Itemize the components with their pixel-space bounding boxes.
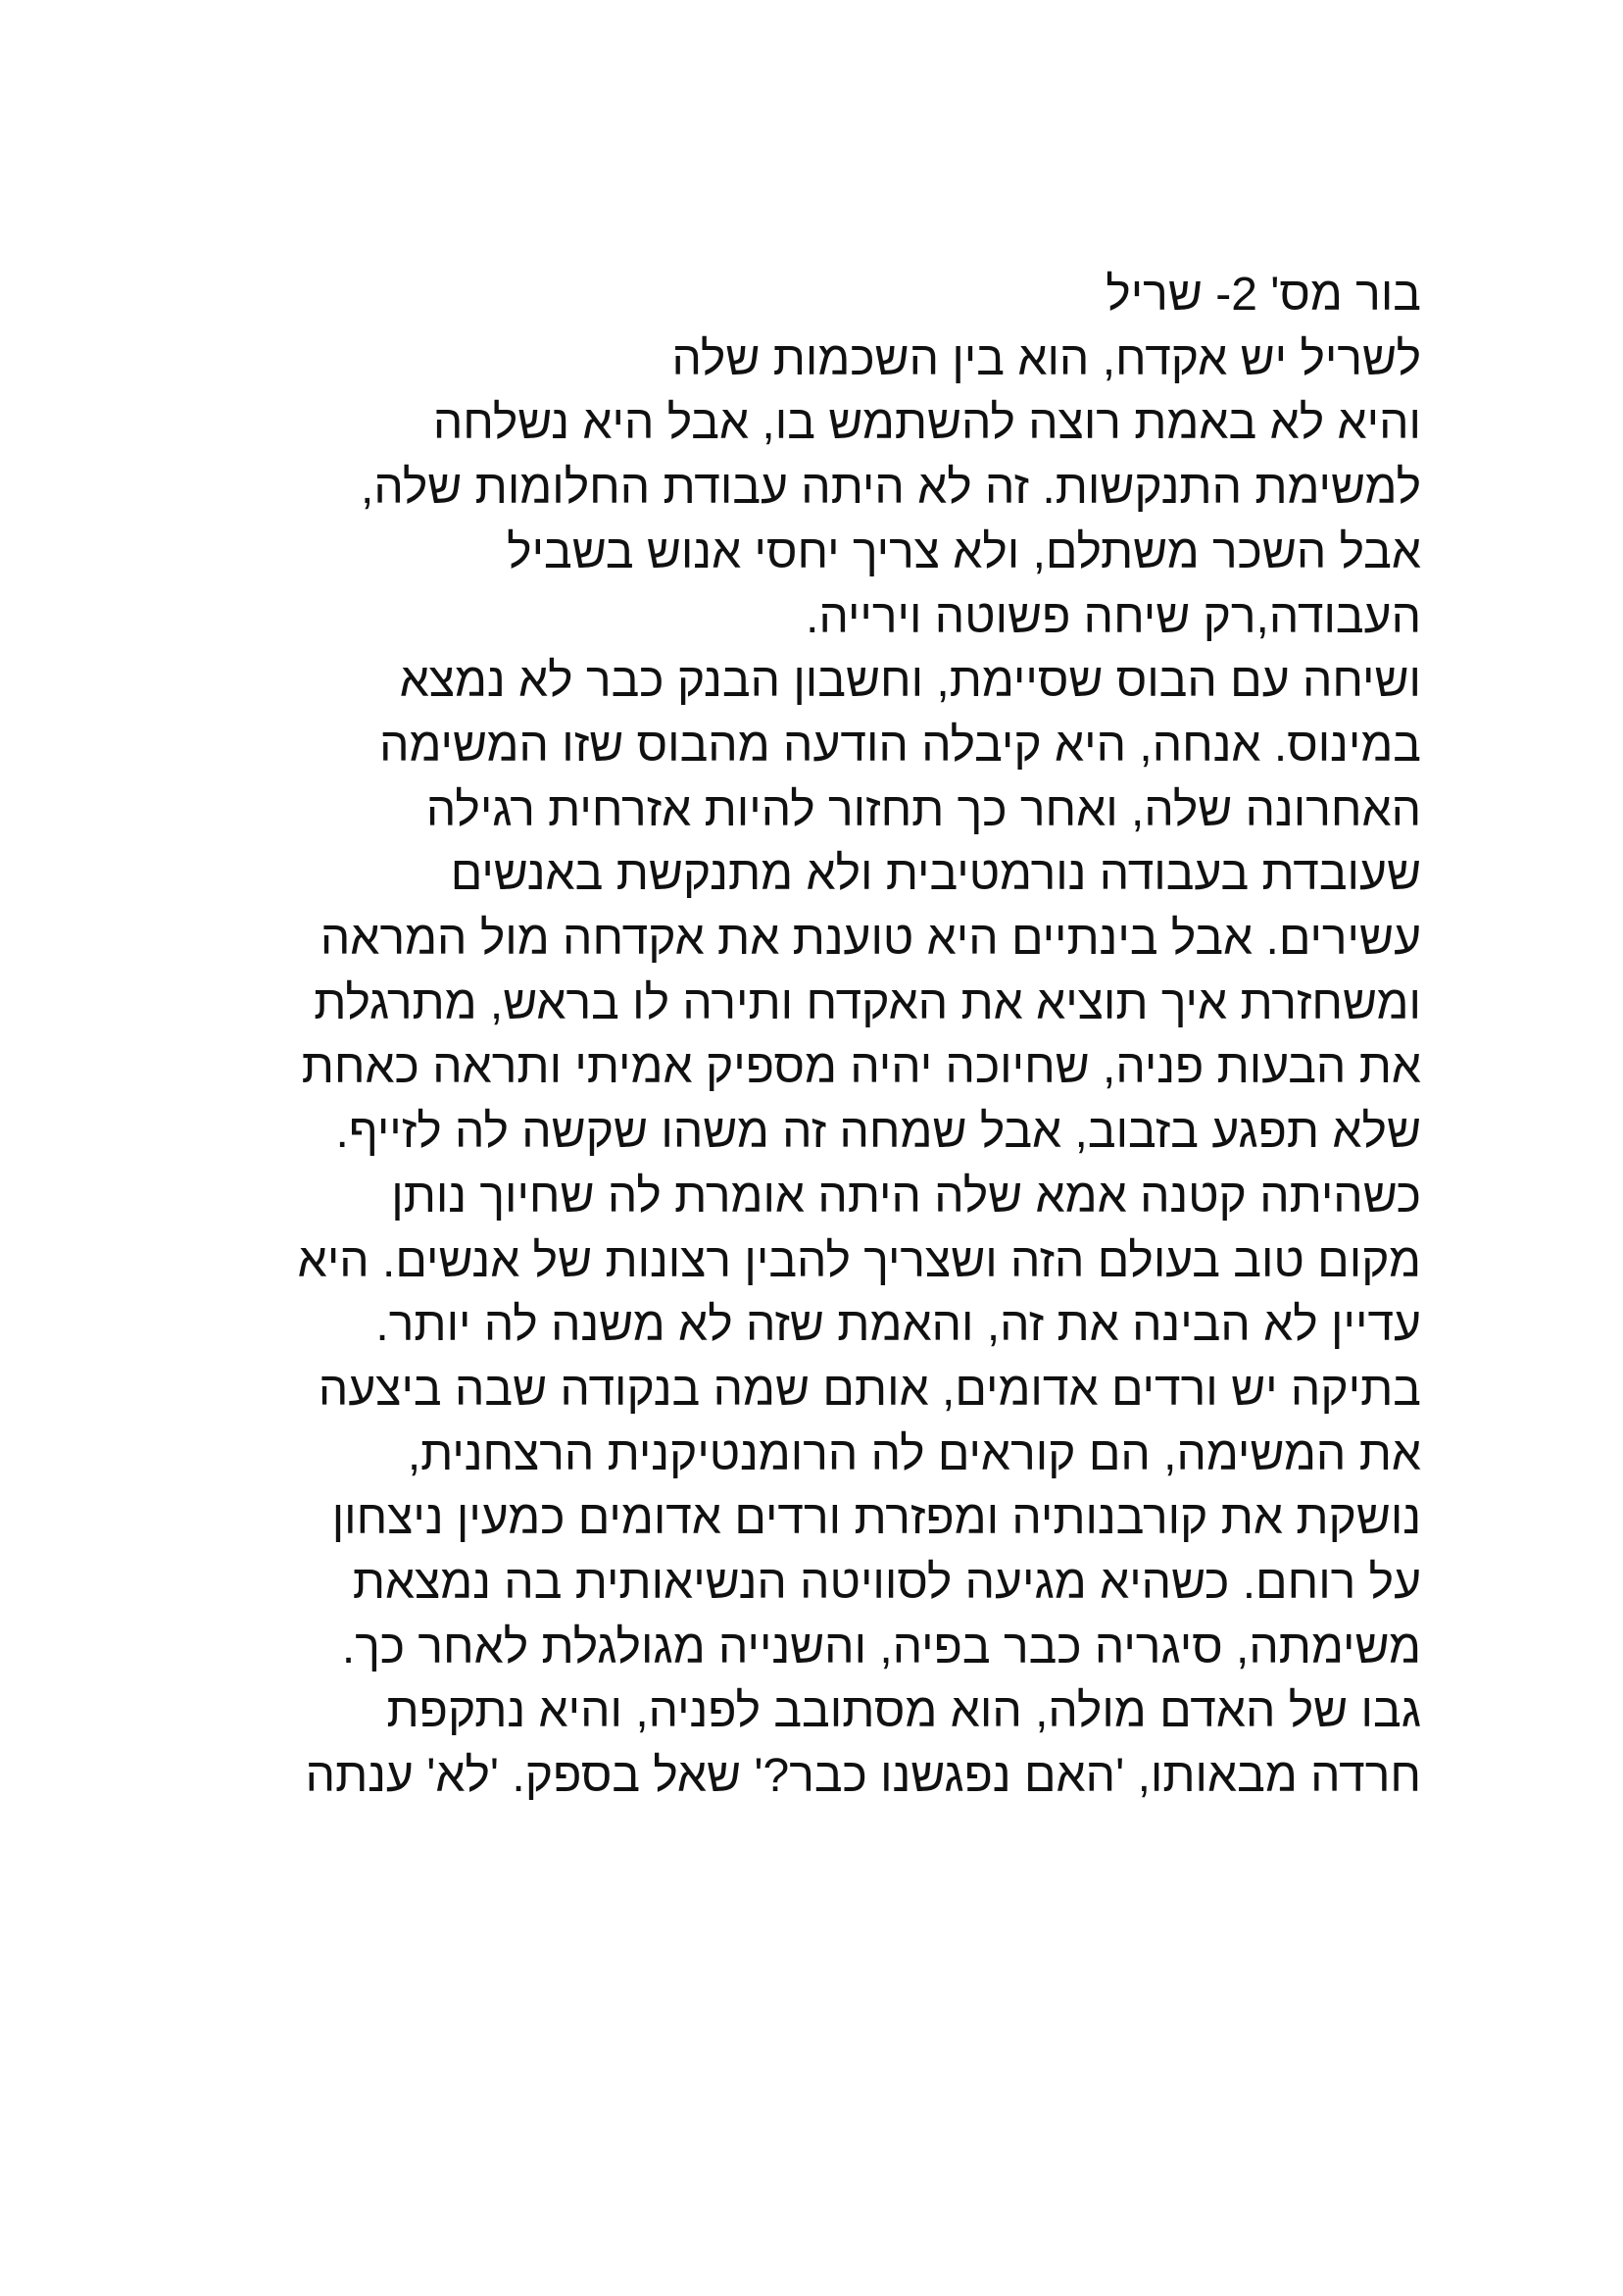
text-line: עשירים. אבל בינתיים היא טוענת את אקדחה מול המראה <box>320 913 1421 966</box>
text-line: את המשימה, הם קוראים לה הרומנטיקנית הרצחנית, <box>407 1427 1421 1480</box>
text-line: על רוחם. כשהיא מגיעה לסוויטה הנשיאותית בה נמצאת <box>352 1557 1421 1610</box>
text-line: עדיין לא הבינה את זה, והאמת שזה לא משנה לה יותר. <box>375 1299 1421 1352</box>
text-line: ומשחזרת איך תוציא את האקדח ותירה לו בראש, מתרגלת <box>314 976 1421 1029</box>
text-line: האחרונה שלה, ואחר כך תחזור להיות אזרחית רגילה <box>425 783 1421 836</box>
text-line: בתיקה יש ורדים אדומים, אותם שמה בנקודה שבה ביצעה <box>318 1363 1421 1416</box>
text-line: לשריל יש אקדח, הוא בין השכמות שלה <box>671 332 1421 385</box>
text-line: שעובדת בעבודה נורמטיבית ולא מתנקשת באנשים <box>450 848 1421 901</box>
text-line: את הבעות פניה, שחיוכה יהיה מספיק אמיתי ותראה כאחת <box>301 1041 1421 1094</box>
text-line: ושיחה עם הבוס שסיימת, וחשבון הבנק כבר לא נמצא <box>399 655 1421 708</box>
text-line: למשימת התנקשות. זה לא היתה עבודת החלומות שלה, <box>361 462 1421 515</box>
story-text <box>196 263 1421 1809</box>
text-line: גבו של האדם מולה, הוא מסתובב לפניה, והיא נתקפת <box>386 1685 1421 1738</box>
text-line: העבודה,רק שיחה פשוטה וירייה. <box>806 590 1421 643</box>
text-line: שלא תפגע בזבוב, אבל שמחה זה משהו שקשה לה לזייף. <box>335 1106 1421 1159</box>
story-title: בור מס' 2- שריל <box>1106 269 1421 321</box>
text-line: נושקת את קורבנותיה ומפזרת ורדים אדומים כמעין ניצחון <box>331 1492 1421 1545</box>
text-line: והיא לא באמת רוצה להשתמש בו, אבל היא נשלחה <box>432 397 1421 450</box>
text-line: אבל השכר משתלם, ולא צריך יחסי אנוש בשביל <box>507 525 1421 578</box>
text-line: כשהיתה קטנה אמא שלה היתה אומרת לה שחיוך נותן <box>391 1170 1421 1223</box>
text-line: במינוס. אנחה, היא קיבלה הודעה מהבוס שזו המשימה <box>379 719 1421 772</box>
text-line: משימתה, סיגריה כבר בפיה, והשנייה מגולגלת לאחר כך. <box>341 1621 1421 1673</box>
text-line: מקום טוב בעולם הזה ושצריך להבין רצונות של אנשים. היא <box>297 1234 1421 1287</box>
text-line: חרדה מבאותו, 'האם נפגשנו כבר?' שאל בספק. 'לא' ענתה <box>305 1750 1421 1803</box>
